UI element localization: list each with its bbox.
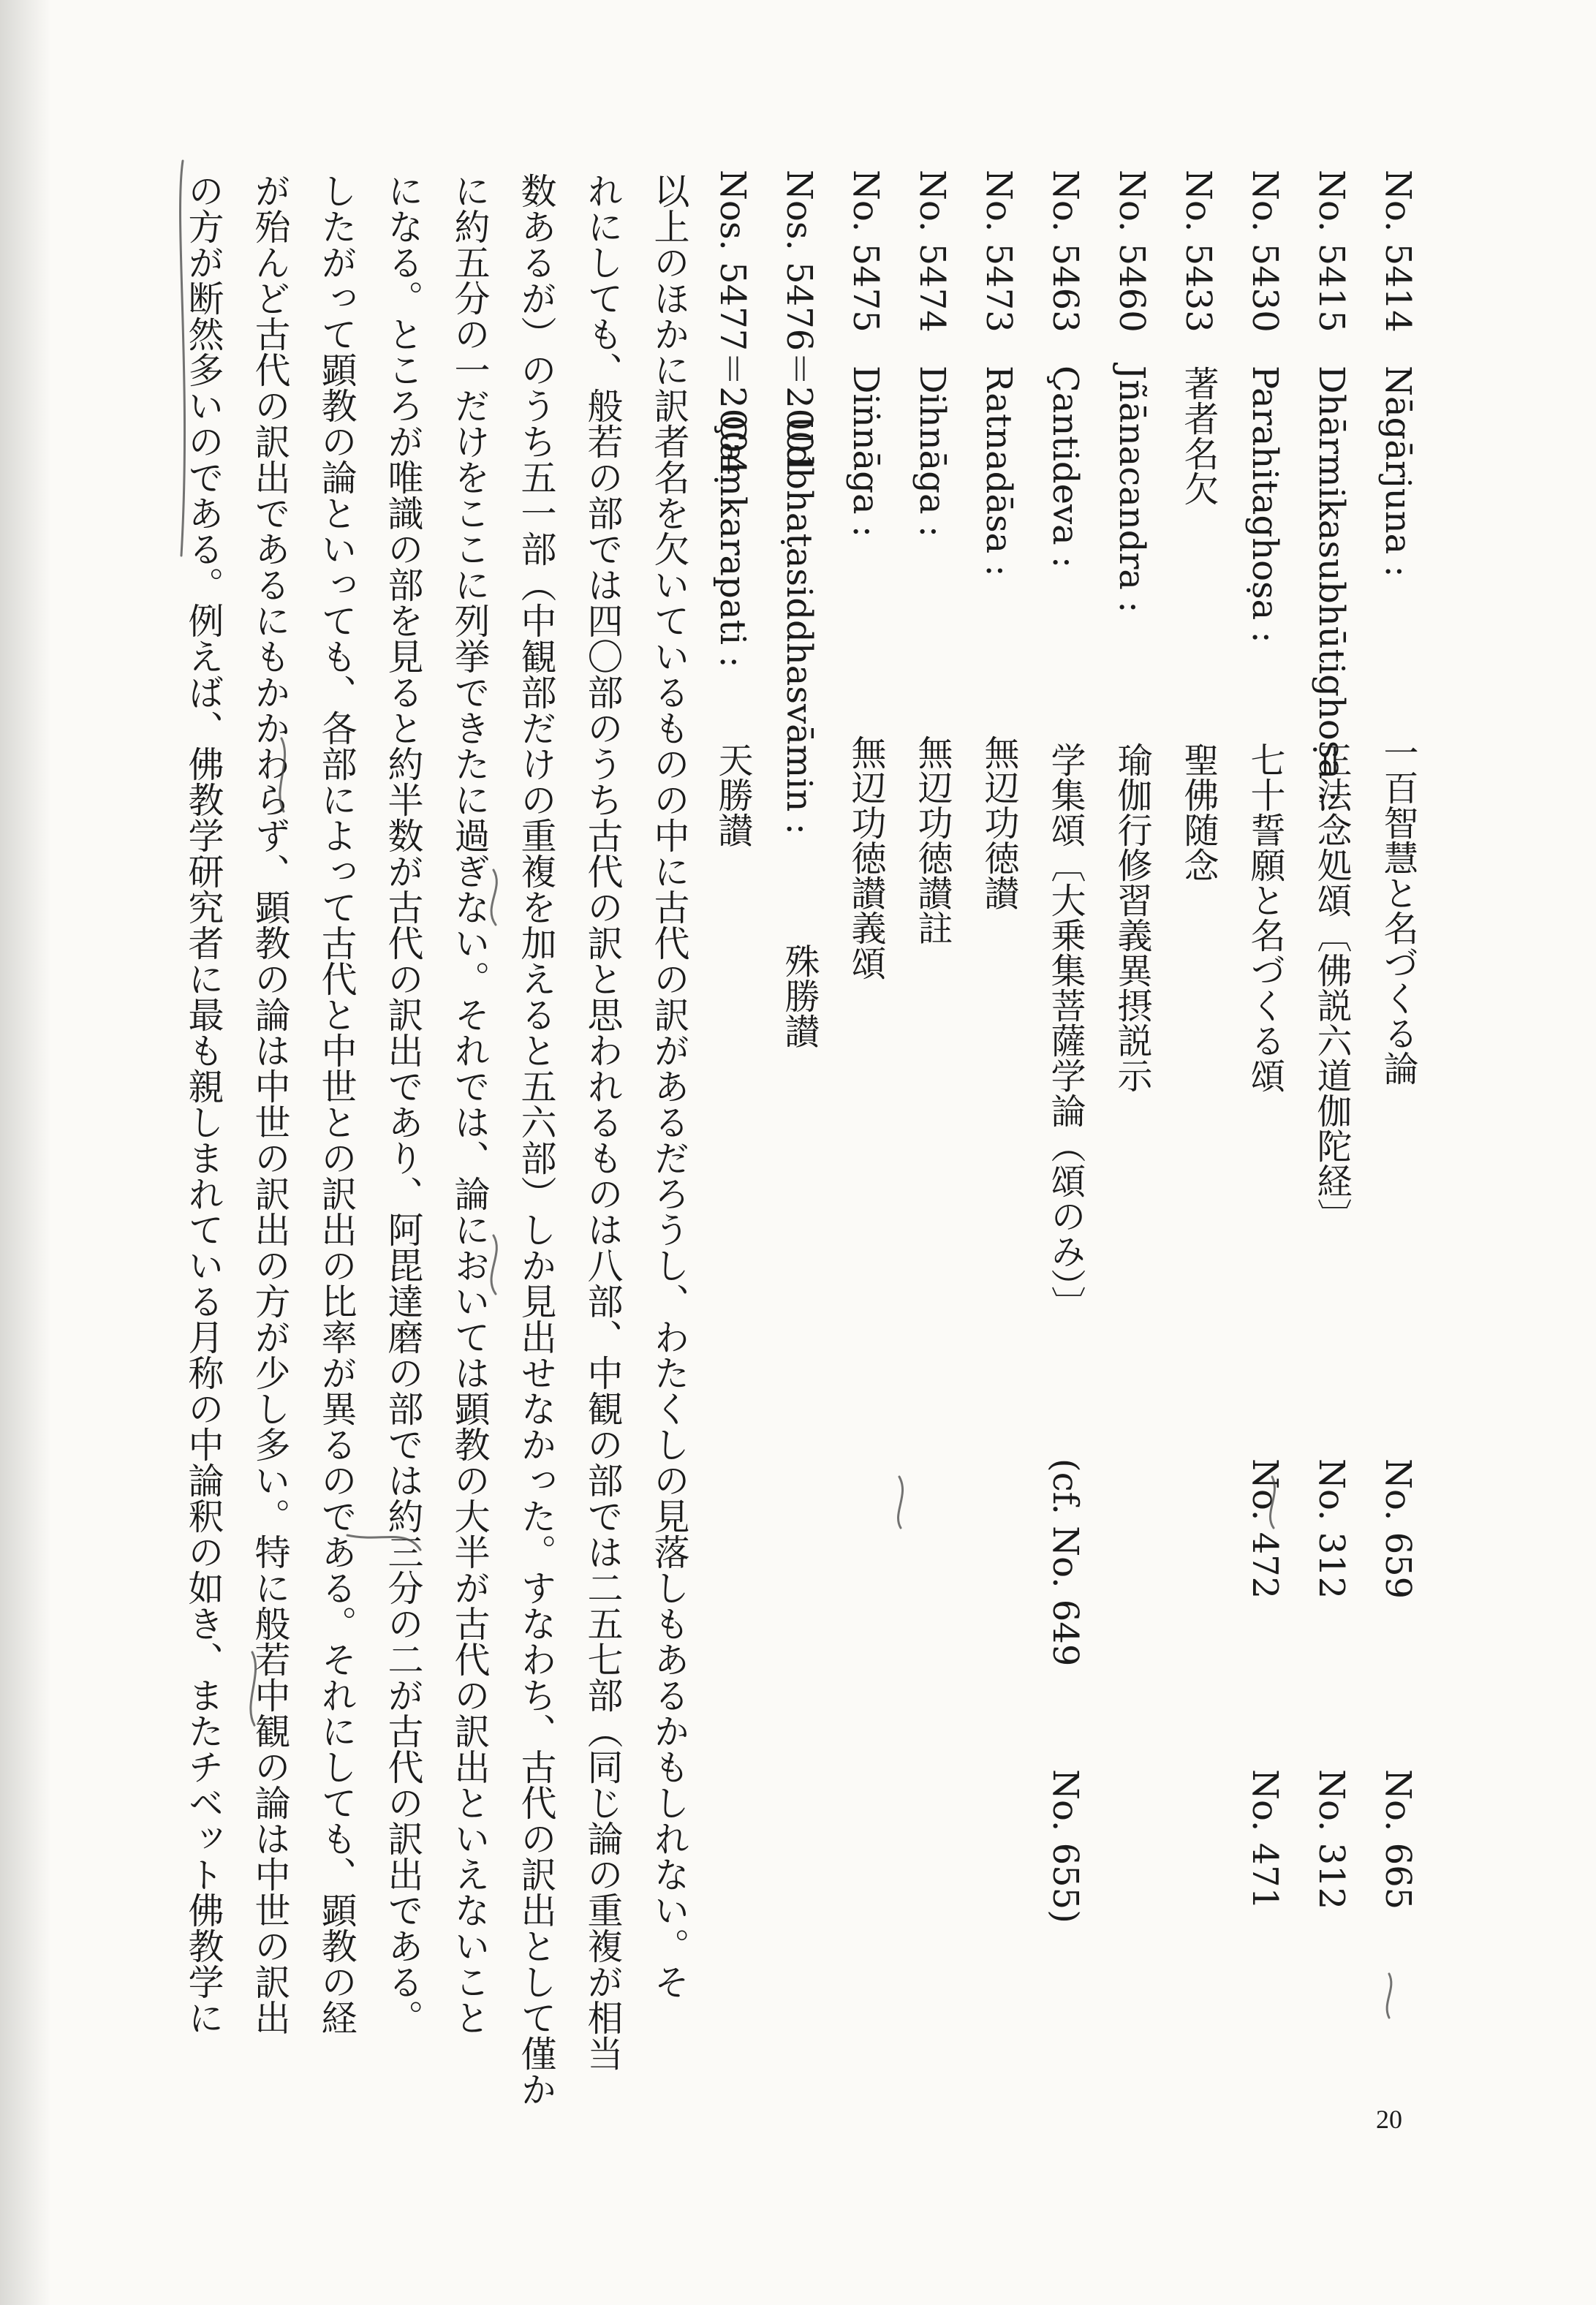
entry-title: 無辺功徳讃 [978,735,1019,910]
entry-reference: No. 665 [1377,1769,1418,1910]
entry-number: No. 5430 [1244,170,1285,333]
entry-number: No. 5475 [845,170,886,333]
pencil-bracket-mark [251,1652,256,1725]
entry-number: No. 5415 [1311,170,1352,333]
body-line: 数あるが）のうち五一部（中観部だけの重複を加えると五六部）しか見出せなかった。すなわち、古代の訳出として僅か [515,173,557,2107]
body-line: が殆んど古代の訳出であるにもかかわらず、顕教の論は中世の訳出の方が少し多い。特に般若中観の論は中世の訳出 [249,173,291,2035]
pencil-bracket-mark [899,1477,903,1528]
body-line: に約五分の一だけをここに列挙できたに過ぎない。それでは、論においては顕教の大半が古代の訳出といえないこと [449,173,491,2035]
body-line: れにしても、般若の部では四〇部のうち古代の訳と思われるものは八部、中観の部では二五七部（同じ論の重複が相当 [582,173,624,2071]
pencil-bracket-mark [491,870,496,925]
entry-author: Jñānacandra : [1111,366,1152,613]
entry-author: Nāgārjuna : [1377,366,1418,578]
entry-number: No. 5433 [1178,170,1219,333]
page-number: 20 [1376,2105,1402,2134]
body-line: 以上のほかに訳者名を欠いているものの中に古代の訳があるだろうし、わたくしの見落しもあるかもしれない。そ [648,173,690,1999]
entry-author: 著者名欠 [1178,366,1219,506]
entry-reference: No. 312 [1311,1458,1352,1600]
entry-reference: No. 471 [1244,1769,1285,1910]
entry-author: Udbhaṭasiddhasvāmin : [779,415,820,835]
entry-reference: No. 659 [1377,1458,1418,1600]
entry-author: Çaṃkarapati : [712,415,753,668]
entry-title: 殊勝讃 [779,943,820,1048]
body-line: したがって顕教の論といっても、各部によって古代と中世との訳出の比率が異るのである。それにしても、顕教の経 [316,173,358,2035]
entry-reference: No. 655) [1045,1769,1086,1923]
entry-title: 学集頌〔大乗集菩薩学論（頌のみ）〕 [1045,742,1086,1321]
body-line: になる。ところが唯識の部を見ると約半数が古代の訳出であり、阿毘達磨の部では約三分の二が古代の訳出である。 [382,173,424,2035]
entry-reference: No. 472 [1244,1458,1285,1600]
entry-title: 瑜伽行修習義異摂説示 [1111,742,1152,1093]
entry-author: Parahitaghoṣa : [1244,366,1285,643]
pencil-bracket-mark [491,1235,496,1294]
entry-number: No. 5474 [912,170,953,333]
entry-number: Nos. 5477＝2004 [712,170,753,476]
entry-title: 一百智慧と名づくる論 [1377,735,1418,1086]
entry-author: Dhārmikasubhūtighoṣa : [1311,366,1352,803]
entry-number: No. 5463 [1045,170,1086,333]
pencil-underline-mark [280,738,285,811]
entry-title: 天勝讃 [712,742,753,847]
entry-number: No. 5414 [1377,170,1418,333]
entry-reference: No. 312 [1311,1769,1352,1910]
entry-title: 無辺功徳讃註 [912,735,953,945]
entry-reference: (cf. No. 649 [1045,1458,1086,1667]
entry-author: Dihnāga : [912,366,953,538]
entry-author: Ratnadāsa : [978,366,1019,577]
pencil-bracket-mark [1387,1974,1391,2018]
entry-title: 七十誓願と名づくる頌 [1244,742,1285,1093]
entry-number: No. 5473 [978,170,1019,333]
pencil-bracket-mark [181,161,185,556]
pencil-bracket-mark [1270,1477,1274,1528]
entry-title: 正法念処頌〔佛説六道伽陀経〕 [1311,742,1352,1233]
entry-number: No. 5460 [1111,170,1152,333]
entry-author: Diṅnāga : [845,366,886,538]
entry-title: 無辺功徳讃義頌 [845,735,886,980]
entry-author: Çantideva : [1045,366,1086,569]
pencil-underline-mark [347,1535,420,1550]
entry-title: 聖佛随念 [1178,742,1219,882]
body-line: の方が断然多いのである。例えば、佛教学研究者に最も親しまれている月称の中論釈の如き、またチベット佛教学に [183,173,224,2035]
entry-number: Nos. 5476＝2001 [779,170,820,476]
